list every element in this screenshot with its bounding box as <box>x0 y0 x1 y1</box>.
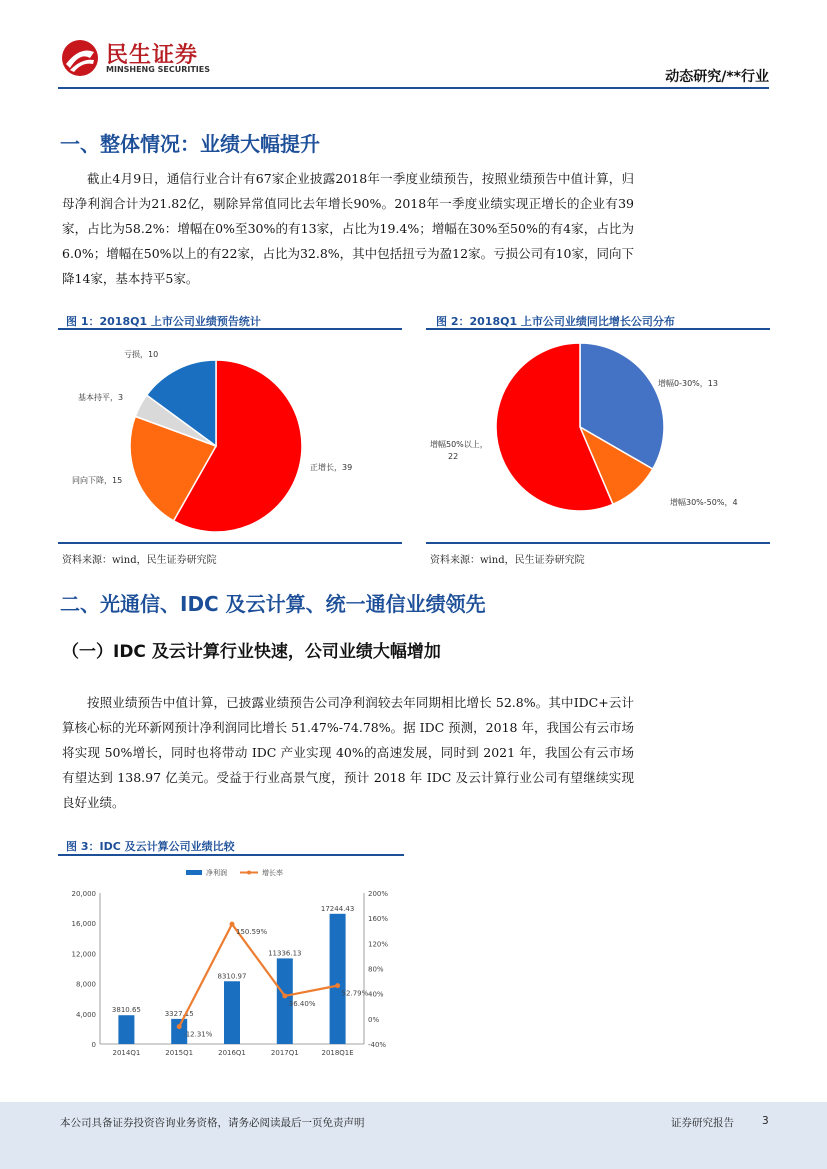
combo-right-tick: 0% <box>368 1015 380 1024</box>
figure1-title: 图 1：2018Q1 上市公司业绩预告统计 <box>66 315 261 328</box>
footer-disclaimer: 本公司具备证券投资咨询业务资格，请务必阅读最后一页免责声明 <box>60 1117 365 1129</box>
brand-name-cn: 民生证券 <box>106 43 199 68</box>
figure1-pie-chart <box>58 332 402 542</box>
figure1-bottom-rule <box>58 542 402 544</box>
combo-right-tick: -40% <box>368 1041 387 1049</box>
combo-right-tick: 40% <box>368 990 384 999</box>
combo-category-label: 2016Q1 <box>218 1049 246 1057</box>
combo-left-tick: 4,000 <box>75 1010 96 1019</box>
combo-category-label: 2015Q1 <box>165 1049 194 1057</box>
combo-left-tick: 12,000 <box>71 950 96 959</box>
combo-bar <box>330 914 346 1044</box>
figure1-source: 资料来源：wind，民生证券研究院 <box>62 555 217 566</box>
combo-bar-label: 3810.65 <box>111 1006 141 1015</box>
combo-line-point <box>335 983 340 988</box>
combo-left-tick: 8,000 <box>75 980 96 989</box>
combo-line-label: 150.59% <box>236 928 268 937</box>
figure3-bar-line-chart <box>58 860 404 1060</box>
combo-line-point <box>230 922 235 927</box>
combo-bar <box>224 981 240 1044</box>
section1-heading: 一、整体情况：业绩大幅提升 <box>60 132 320 156</box>
combo-line-point <box>177 1024 182 1029</box>
pie1-label-1: 同向下降，15 <box>72 476 123 485</box>
combo-bar-label: 11336.13 <box>268 949 302 958</box>
report-type: 动态研究/**行业 <box>665 69 769 85</box>
combo-right-tick: 120% <box>368 940 389 949</box>
figure3-title: 图 3：IDC 及云计算公司业绩比较 <box>66 840 235 853</box>
footer-page-number: 3 <box>762 1115 769 1127</box>
combo-left-tick: 0 <box>91 1041 96 1049</box>
combo-legend-bar-label: 净利润 <box>206 869 227 877</box>
combo-right-tick: 200% <box>368 890 389 898</box>
pie2-label-1: 增幅30%-50%，4 <box>670 498 738 507</box>
figure1-top-rule <box>58 328 402 330</box>
figure2-title: 图 2：2018Q1 上市公司业绩同比增长公司分布 <box>436 315 675 328</box>
figure3-top-rule <box>58 854 404 856</box>
combo-line-label: 36.40% <box>288 999 316 1008</box>
pie1-label-3: 亏损，10 <box>124 350 159 359</box>
combo-bar <box>118 1015 134 1044</box>
combo-bar-label: 8310.97 <box>217 972 247 981</box>
pie2-label-2: 增幅50%以上， 22 <box>430 440 488 461</box>
section1-paragraph: 截止4月9日，通信行业合计有67家企业披露2018年一季度业绩预告，按照业绩预告中值计算，归母净利润合计为21.82亿，剔除异常值同比去年增长90%。2018年一季度业绩实现正增长的企业有39家，占比为58.2%：增幅在0%至30%的有13家，占比为19.4%；增幅在30%至50%的有4家，占比为6.0%；增幅在50%以上的有22家，占比为32.8%，其中包括扭亏为盈12家。亏损公司有10家，同向下降14家，基本持平5家。 <box>62 171 634 286</box>
combo-legend-line-marker <box>247 871 251 875</box>
pie2-label-0: 增幅0-30%，13 <box>658 379 718 388</box>
combo-left-tick: 20,000 <box>71 890 96 898</box>
combo-growth-line <box>179 924 337 1026</box>
logo-mark-icon <box>60 38 100 78</box>
figure2-bottom-rule <box>426 542 770 544</box>
combo-category-label: 2014Q1 <box>112 1049 141 1057</box>
section2-paragraph: 按照业绩预告中值计算，已披露业绩预告公司净利润较去年同期相比增长 52.8%。其中IDC+云计算核心标的光环新网预计净利润同比增长 51.47%-74.78%。据 IDC 预测，2018 年，我国公有云市场将实现 50%增长，同时也将带动 IDC 产业实现 40%的高速发展，同时到 2021 年，我国公有云市场有望达到 138.97 亿美元。受益于行业高景气度，预计 2018 年 IDC 及云计算行业公司有望继续实现良好业绩。 <box>62 695 634 810</box>
footer-report-label: 证券研究报告 <box>671 1117 734 1129</box>
header-rule <box>58 87 769 89</box>
pie1-label-0: 正增长，39 <box>310 463 353 472</box>
combo-line-label: 52.79% <box>341 989 369 998</box>
combo-line-point <box>282 993 287 998</box>
logo <box>60 38 210 80</box>
figure2-source: 资料来源：wind，民生证券研究院 <box>430 555 585 566</box>
combo-legend-line-label: 增长率 <box>262 869 283 877</box>
pie1-label-2: 基本持平，3 <box>78 393 124 402</box>
combo-bar-label: 3327.15 <box>164 1009 194 1018</box>
combo-category-label: 2017Q1 <box>270 1049 299 1057</box>
combo-line-label: -12.31% <box>183 1030 213 1039</box>
figure2-top-rule <box>426 328 770 330</box>
combo-legend-bar-swatch <box>186 870 202 875</box>
section2-subheading: （一）IDC 及云计算行业快速，公司业绩大幅增加 <box>62 642 441 662</box>
section2-heading: 二、光通信、IDC 及云计算、统一通信业绩领先 <box>60 592 486 616</box>
brand-name-en: MINSHENG SECURITIES <box>106 65 210 74</box>
combo-category-label: 2018Q1E <box>321 1049 354 1057</box>
combo-bar-label: 17244.43 <box>320 904 355 913</box>
figure2-pie-chart <box>426 332 770 542</box>
combo-left-tick: 16,000 <box>71 920 96 929</box>
combo-right-tick: 160% <box>368 915 389 924</box>
combo-right-tick: 80% <box>368 965 384 974</box>
footer-bar <box>0 1102 827 1169</box>
